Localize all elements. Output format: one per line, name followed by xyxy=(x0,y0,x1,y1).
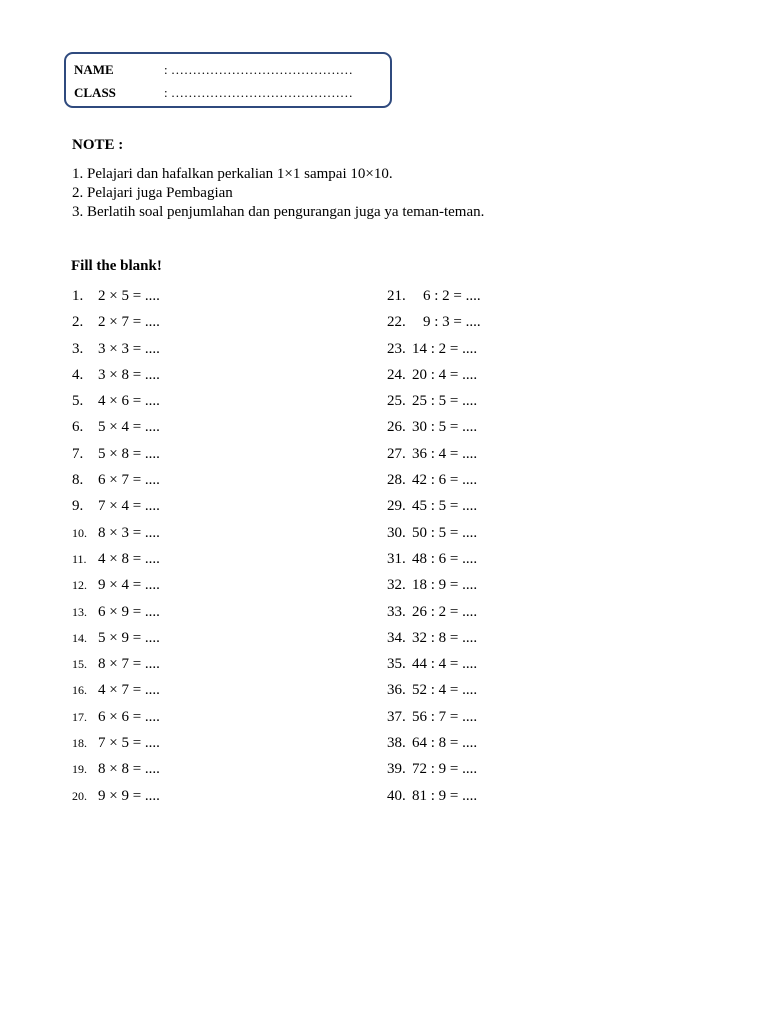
problem-number: 37. xyxy=(387,708,406,725)
problem-expression: 5 × 4 = .... xyxy=(98,419,160,436)
note-title: NOTE : xyxy=(72,137,124,153)
problem-multiplication xyxy=(72,549,160,575)
problem-expression: 64 : 8 = .... xyxy=(412,735,478,752)
problem-expression: 50 : 5 = .... xyxy=(412,524,478,541)
problem-division xyxy=(387,312,481,338)
problem-number: 19. xyxy=(72,762,87,777)
problem-number: 27. xyxy=(387,445,406,462)
class-row xyxy=(74,85,353,101)
problem-expression: 5 × 9 = .... xyxy=(98,629,160,646)
problem-division xyxy=(387,339,481,365)
problem-multiplication xyxy=(72,602,160,628)
problem-expression: 81 : 9 = .... xyxy=(412,787,478,804)
problem-number: 23. xyxy=(387,340,406,357)
problem-expression: 30 : 5 = .... xyxy=(412,419,478,436)
problem-number: 2. xyxy=(72,314,84,331)
problem-expression: 48 : 6 = .... xyxy=(412,550,478,567)
problem-multiplication xyxy=(72,339,160,365)
problem-expression: 44 : 4 = .... xyxy=(412,656,478,673)
note-item: 3. Berlatih soal penjumlahan dan pengurangan juga ya teman-teman. xyxy=(72,204,485,220)
problem-expression: 45 : 5 = .... xyxy=(412,498,478,515)
problem-expression: 36 : 4 = .... xyxy=(412,445,478,462)
problem-multiplication xyxy=(72,654,160,680)
problem-number: 15. xyxy=(72,657,87,672)
exercise-instruction: Fill the blank! xyxy=(71,258,162,274)
problem-expression: 56 : 7 = .... xyxy=(412,708,478,725)
problem-number: 11. xyxy=(72,551,87,566)
problem-division xyxy=(387,680,481,706)
problem-number: 21. xyxy=(387,288,406,304)
problem-expression: 9 × 4 = .... xyxy=(98,577,160,594)
problem-multiplication xyxy=(72,286,160,312)
problem-expression: 72 : 9 = .... xyxy=(412,761,478,778)
problem-expression: 52 : 4 = .... xyxy=(412,682,478,699)
problem-multiplication xyxy=(72,444,160,470)
problem-division xyxy=(387,654,481,680)
problem-division xyxy=(387,575,481,601)
problem-number: 24. xyxy=(387,366,406,383)
class-label: CLASS xyxy=(74,85,116,100)
problem-expression: 7 × 4 = .... xyxy=(98,498,160,515)
problem-division xyxy=(387,417,481,443)
problem-division xyxy=(387,549,481,575)
problem-multiplication xyxy=(72,786,160,812)
note-item: 2. Pelajari juga Pembagian xyxy=(72,185,233,201)
problem-multiplication xyxy=(72,391,160,417)
problem-division xyxy=(387,707,481,733)
problem-division xyxy=(387,523,481,549)
name-blank: : …………………………………… xyxy=(164,62,353,77)
problem-division xyxy=(387,786,481,812)
note-item: 1. Pelajari dan hafalkan perkalian 1×1 sampai 10×10. xyxy=(72,166,393,182)
problem-number: 13. xyxy=(72,604,87,619)
problem-expression: 9 : 3 = .... xyxy=(423,314,481,331)
problem-expression: 32 : 8 = .... xyxy=(412,629,478,646)
problem-expression: 8 × 3 = .... xyxy=(98,524,160,541)
problem-number: 18. xyxy=(72,736,87,751)
problem-division xyxy=(387,391,481,417)
name-row xyxy=(74,62,353,78)
problem-division xyxy=(387,602,481,628)
problem-multiplication xyxy=(72,470,160,496)
problem-division xyxy=(387,470,481,496)
multiplication-column xyxy=(72,286,160,812)
problem-number: 36. xyxy=(387,682,406,699)
student-info-box xyxy=(64,52,392,108)
problem-expression: 4 × 6 = .... xyxy=(98,393,160,410)
problem-multiplication xyxy=(72,523,160,549)
problem-multiplication xyxy=(72,417,160,443)
problem-multiplication xyxy=(72,365,160,391)
problem-number: 10. xyxy=(72,525,87,540)
problem-number: 12. xyxy=(72,578,87,593)
problem-number: 35. xyxy=(387,656,406,673)
problem-expression: 6 × 6 = .... xyxy=(98,708,160,725)
problem-expression: 7 × 5 = .... xyxy=(98,735,160,752)
problem-number: 16. xyxy=(72,683,87,698)
class-blank: : …………………………………… xyxy=(164,85,353,100)
problem-expression: 14 : 2 = .... xyxy=(412,340,478,357)
problem-expression: 4 × 7 = .... xyxy=(98,682,160,699)
problem-number: 32. xyxy=(387,577,406,594)
problem-number: 29. xyxy=(387,498,406,515)
problem-number: 40. xyxy=(387,787,406,804)
problem-division xyxy=(387,444,481,470)
problem-multiplication xyxy=(72,707,160,733)
problem-number: 4. xyxy=(72,366,84,383)
problem-number: 9. xyxy=(72,498,84,515)
problem-expression: 8 × 7 = .... xyxy=(98,656,160,673)
problem-expression: 5 × 8 = .... xyxy=(98,445,160,462)
problem-expression: 3 × 8 = .... xyxy=(98,366,160,383)
problem-expression: 26 : 2 = .... xyxy=(412,603,478,620)
problem-number: 30. xyxy=(387,524,406,541)
problem-number: 17. xyxy=(72,709,87,724)
problem-expression: 25 : 5 = .... xyxy=(412,393,478,410)
problem-number: 5. xyxy=(72,393,84,410)
problem-number: 6. xyxy=(72,419,84,436)
problem-expression: 3 × 3 = .... xyxy=(98,340,160,357)
problem-division xyxy=(387,365,481,391)
problem-number: 26. xyxy=(387,419,406,436)
problem-multiplication xyxy=(72,759,160,785)
problem-number: 14. xyxy=(72,630,87,645)
problem-expression: 42 : 6 = .... xyxy=(412,472,478,489)
problem-division xyxy=(387,628,481,654)
problem-expression: 6 × 7 = .... xyxy=(98,472,160,489)
problem-division xyxy=(387,733,481,759)
problem-expression: 2 × 5 = .... xyxy=(98,288,160,304)
problem-expression: 20 : 4 = .... xyxy=(412,366,478,383)
problem-number: 39. xyxy=(387,761,406,778)
problem-expression: 18 : 9 = .... xyxy=(412,577,478,594)
problem-multiplication xyxy=(72,496,160,522)
problem-expression: 4 × 8 = .... xyxy=(98,550,160,567)
problem-expression: 9 × 9 = .... xyxy=(98,787,160,804)
problem-division xyxy=(387,286,481,312)
problem-division xyxy=(387,759,481,785)
problem-number: 1. xyxy=(72,288,84,304)
note-list xyxy=(72,165,484,222)
problem-number: 33. xyxy=(387,603,406,620)
problem-multiplication xyxy=(72,628,160,654)
problem-number: 22. xyxy=(387,314,406,331)
problem-multiplication xyxy=(72,733,160,759)
problem-number: 20. xyxy=(72,788,87,803)
problem-number: 31. xyxy=(387,550,406,567)
problem-number: 34. xyxy=(387,629,406,646)
division-column xyxy=(387,286,481,812)
problem-multiplication xyxy=(72,575,160,601)
problem-number: 28. xyxy=(387,472,406,489)
problem-multiplication xyxy=(72,312,160,338)
problem-expression: 6 × 9 = .... xyxy=(98,603,160,620)
problem-number: 3. xyxy=(72,340,84,357)
problem-number: 8. xyxy=(72,472,84,489)
problem-expression: 6 : 2 = .... xyxy=(423,288,481,304)
name-label: NAME xyxy=(74,62,114,77)
problem-multiplication xyxy=(72,680,160,706)
problem-number: 38. xyxy=(387,735,406,752)
problem-division xyxy=(387,496,481,522)
problem-expression: 8 × 8 = .... xyxy=(98,761,160,778)
problem-expression: 2 × 7 = .... xyxy=(98,314,160,331)
problem-number: 25. xyxy=(387,393,406,410)
problem-number: 7. xyxy=(72,445,84,462)
